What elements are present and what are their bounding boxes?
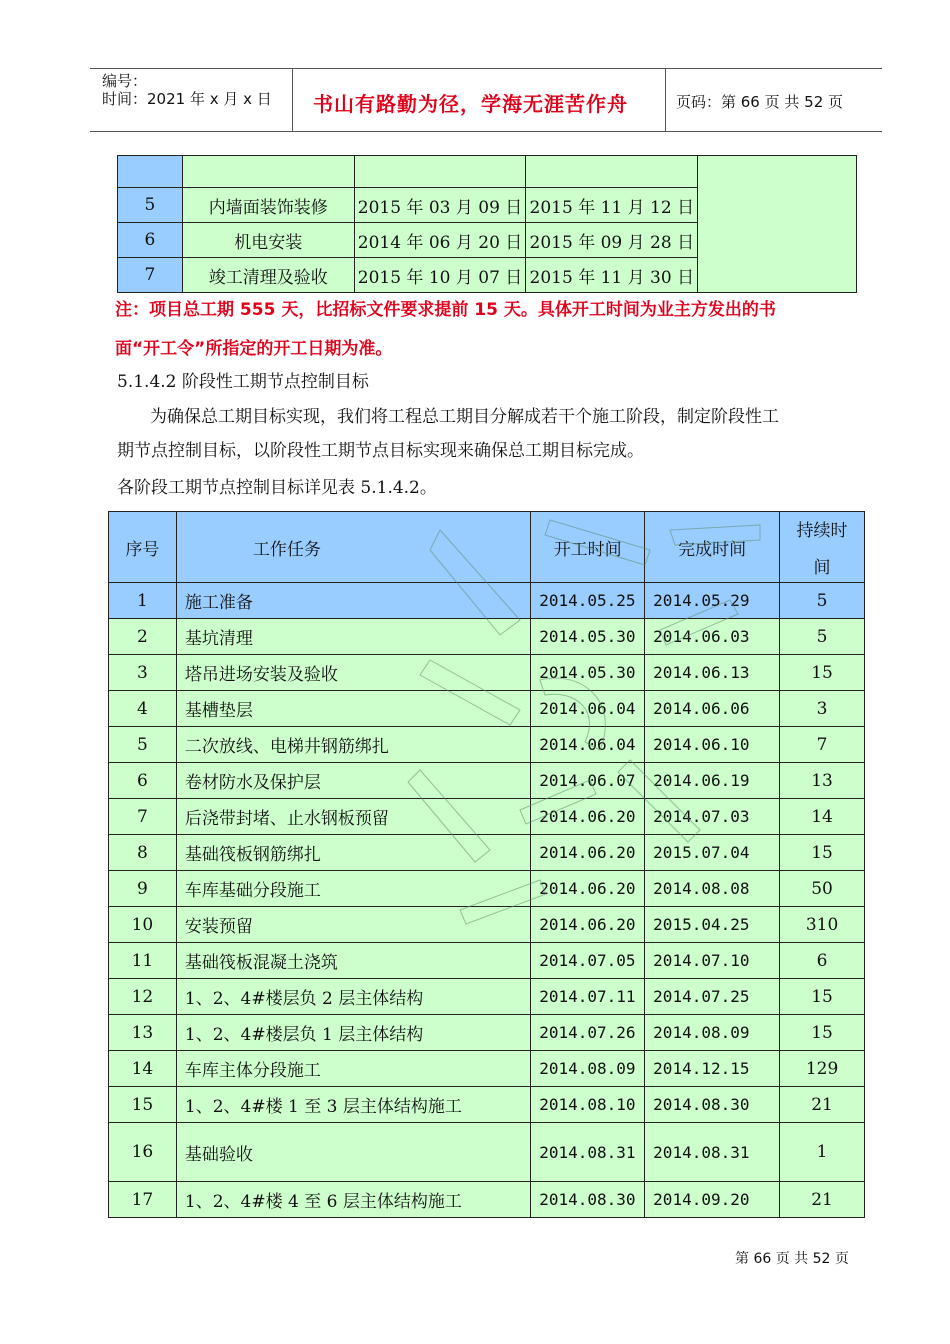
row-start: 2014.07.05 xyxy=(531,943,645,979)
row-start: 2014.07.26 xyxy=(531,1015,645,1051)
table-row xyxy=(109,979,865,1015)
row-task: 后浇带封堵、止水钢板预留 xyxy=(176,799,530,835)
row-start: 2014.06.20 xyxy=(531,907,645,943)
header-slogan-cell xyxy=(293,69,666,131)
row-task: 施工准备 xyxy=(176,583,530,619)
table-cell xyxy=(118,156,183,188)
header-duration xyxy=(780,512,865,583)
row-end: 2014.06.03 xyxy=(645,619,780,655)
row-start: 2014.06.20 xyxy=(531,799,645,835)
row-number: 2 xyxy=(109,619,177,655)
table-row xyxy=(109,835,865,871)
header-page-cell xyxy=(666,69,882,131)
schedule-note-line2: 面“开工令”所指定的开工日期为准。 xyxy=(115,339,393,359)
row-start: 2014.05.25 xyxy=(531,583,645,619)
row-duration: 1 xyxy=(780,1123,865,1182)
row-number: 10 xyxy=(109,907,177,943)
header-page-label: 页码：第 66 页 共 52 页 xyxy=(676,93,844,111)
row-task: 竣工清理及验收 xyxy=(182,258,354,293)
row-task: 基槽垫层 xyxy=(176,691,530,727)
row-task: 二次放线、电梯井钢筋绑扎 xyxy=(176,727,530,763)
table-row xyxy=(109,655,865,691)
row-start: 2014.07.11 xyxy=(531,979,645,1015)
row-end: 2014.06.10 xyxy=(645,727,780,763)
row-end: 2014.07.03 xyxy=(645,799,780,835)
row-duration: 7 xyxy=(780,727,865,763)
row-task: 基础筏板混凝土浇筑 xyxy=(176,943,530,979)
table-row xyxy=(109,799,865,835)
row-number: 11 xyxy=(109,943,177,979)
row-start: 2014.06.20 xyxy=(531,871,645,907)
row-end: 2014.08.08 xyxy=(645,871,780,907)
row-end: 2014.06.13 xyxy=(645,655,780,691)
table-cell xyxy=(182,156,354,188)
table-cell xyxy=(526,156,698,188)
header-slogan: 书山有路勤为径，学海无涯苦作舟 xyxy=(313,92,628,116)
row-number: 6 xyxy=(118,223,183,258)
row-number: 6 xyxy=(109,763,177,799)
row-duration: 15 xyxy=(780,835,865,871)
table-header-row xyxy=(109,512,865,583)
milestone-table xyxy=(108,511,865,1218)
row-end: 2014.07.25 xyxy=(645,979,780,1015)
row-number: 12 xyxy=(109,979,177,1015)
row-number: 13 xyxy=(109,1015,177,1051)
row-duration: 50 xyxy=(780,871,865,907)
table-row xyxy=(109,691,865,727)
row-number: 7 xyxy=(118,258,183,293)
row-duration: 15 xyxy=(780,979,865,1015)
row-task: 车库主体分段施工 xyxy=(176,1051,530,1087)
table-reference: 各阶段工期节点控制目标详见表 5.1.4.2。 xyxy=(117,478,437,498)
table-row xyxy=(109,1051,865,1087)
table-cell xyxy=(354,156,526,188)
row-duration: 310 xyxy=(780,907,865,943)
row-start: 2014.08.10 xyxy=(531,1087,645,1123)
row-start: 2014.05.30 xyxy=(531,619,645,655)
row-task: 1、2、4#楼 4 至 6 层主体结构施工 xyxy=(176,1182,530,1218)
table-row xyxy=(109,763,865,799)
table-row xyxy=(109,619,865,655)
page-header xyxy=(90,68,882,132)
row-number: 16 xyxy=(109,1123,177,1182)
row-number: 15 xyxy=(109,1087,177,1123)
row-task: 内墙面装饰装修 xyxy=(182,188,354,223)
row-task: 机电安装 xyxy=(182,223,354,258)
header-task: 工作任务 xyxy=(176,512,530,583)
row-number: 7 xyxy=(109,799,177,835)
row-number: 1 xyxy=(109,583,177,619)
section-heading: 5.1.4.2 阶段性工期节点控制目标 xyxy=(117,372,369,392)
table-row xyxy=(118,156,857,188)
row-duration: 14 xyxy=(780,799,865,835)
row-number: 5 xyxy=(118,188,183,223)
number-label: 编号： xyxy=(102,72,148,90)
row-end: 2015.04.25 xyxy=(645,907,780,943)
row-duration: 21 xyxy=(780,1087,865,1123)
row-end: 2014.05.29 xyxy=(645,583,780,619)
row-task: 基础筏板钢筋绑扎 xyxy=(176,835,530,871)
row-number: 14 xyxy=(109,1051,177,1087)
table-row xyxy=(109,1087,865,1123)
row-start: 2014.06.07 xyxy=(531,763,645,799)
row-end: 2014.06.06 xyxy=(645,691,780,727)
row-start: 2014.06.20 xyxy=(531,835,645,871)
table-row xyxy=(109,583,865,619)
row-duration: 129 xyxy=(780,1051,865,1087)
row-start: 2014.06.04 xyxy=(531,727,645,763)
row-end: 2014.08.31 xyxy=(645,1123,780,1182)
row-number: 8 xyxy=(109,835,177,871)
row-duration: 5 xyxy=(780,619,865,655)
row-task: 基坑清理 xyxy=(176,619,530,655)
row-task: 车库基础分段施工 xyxy=(176,871,530,907)
row-end: 2014.06.19 xyxy=(645,763,780,799)
table-row xyxy=(109,727,865,763)
row-end: 2014.12.15 xyxy=(645,1051,780,1087)
row-duration: 13 xyxy=(780,763,865,799)
table-row xyxy=(109,1123,865,1182)
row-task: 1、2、4#楼层负 2 层主体结构 xyxy=(176,979,530,1015)
row-start: 2014.06.04 xyxy=(531,691,645,727)
page-footer: 第 66 页 共 52 页 xyxy=(735,1251,849,1267)
header-number: 序号 xyxy=(109,512,177,583)
row-task: 卷材防水及保护层 xyxy=(176,763,530,799)
table-row xyxy=(109,871,865,907)
row-start: 2014.05.30 xyxy=(531,655,645,691)
row-start: 2015 年 10 月 07 日 xyxy=(354,258,526,293)
header-start: 开工时间 xyxy=(531,512,645,583)
header-duration-line2: 间 xyxy=(813,558,831,578)
schedule-table-continued xyxy=(117,155,857,293)
row-end: 2014.07.10 xyxy=(645,943,780,979)
row-duration: 15 xyxy=(780,655,865,691)
row-end: 2014.09.20 xyxy=(645,1182,780,1218)
row-duration: 5 xyxy=(780,583,865,619)
row-end: 2015 年 11 月 12 日 xyxy=(526,188,698,223)
row-end: 2015 年 09 月 28 日 xyxy=(526,223,698,258)
row-number: 4 xyxy=(109,691,177,727)
row-number: 17 xyxy=(109,1182,177,1218)
row-end: 2015.07.04 xyxy=(645,835,780,871)
row-end: 2015 年 11 月 30 日 xyxy=(526,258,698,293)
row-start: 2014 年 06 月 20 日 xyxy=(354,223,526,258)
row-duration: 3 xyxy=(780,691,865,727)
table-row xyxy=(109,943,865,979)
row-end: 2014.08.09 xyxy=(645,1015,780,1051)
header-end: 完成时间 xyxy=(645,512,780,583)
row-task: 1、2、4#楼层负 1 层主体结构 xyxy=(176,1015,530,1051)
schedule-note-line1: 注：项目总工期 555 天，比招标文件要求提前 15 天。具体开工时间为业主方发出的书 xyxy=(115,300,776,320)
row-duration: 21 xyxy=(780,1182,865,1218)
row-task: 基础验收 xyxy=(176,1123,530,1182)
table-row xyxy=(109,1182,865,1218)
row-task: 安装预留 xyxy=(176,907,530,943)
row-duration: 6 xyxy=(780,943,865,979)
time-label: 时间：2021 年 x 月 x 日 xyxy=(102,90,272,108)
row-start: 2014.08.31 xyxy=(531,1123,645,1182)
row-number: 9 xyxy=(109,871,177,907)
header-duration-line1: 持续时 xyxy=(796,521,848,541)
header-meta xyxy=(90,69,293,131)
paragraph-line: 为确保总工期目标实现，我们将工程总工期目分解成若干个施工阶段，制定阶段性工 xyxy=(150,407,779,427)
table-row xyxy=(109,1015,865,1051)
row-task: 1、2、4#楼 1 至 3 层主体结构施工 xyxy=(176,1087,530,1123)
row-number: 3 xyxy=(109,655,177,691)
row-start: 2014.08.30 xyxy=(531,1182,645,1218)
row-number: 5 xyxy=(109,727,177,763)
table-cell-merged xyxy=(698,156,857,293)
table-row xyxy=(109,907,865,943)
paragraph-line: 期节点控制目标，以阶段性工期节点目标实现来确保总工期目标完成。 xyxy=(117,441,644,461)
row-duration: 15 xyxy=(780,1015,865,1051)
row-end: 2014.08.30 xyxy=(645,1087,780,1123)
row-start: 2015 年 03 月 09 日 xyxy=(354,188,526,223)
row-task: 塔吊进场安装及验收 xyxy=(176,655,530,691)
row-start: 2014.08.09 xyxy=(531,1051,645,1087)
